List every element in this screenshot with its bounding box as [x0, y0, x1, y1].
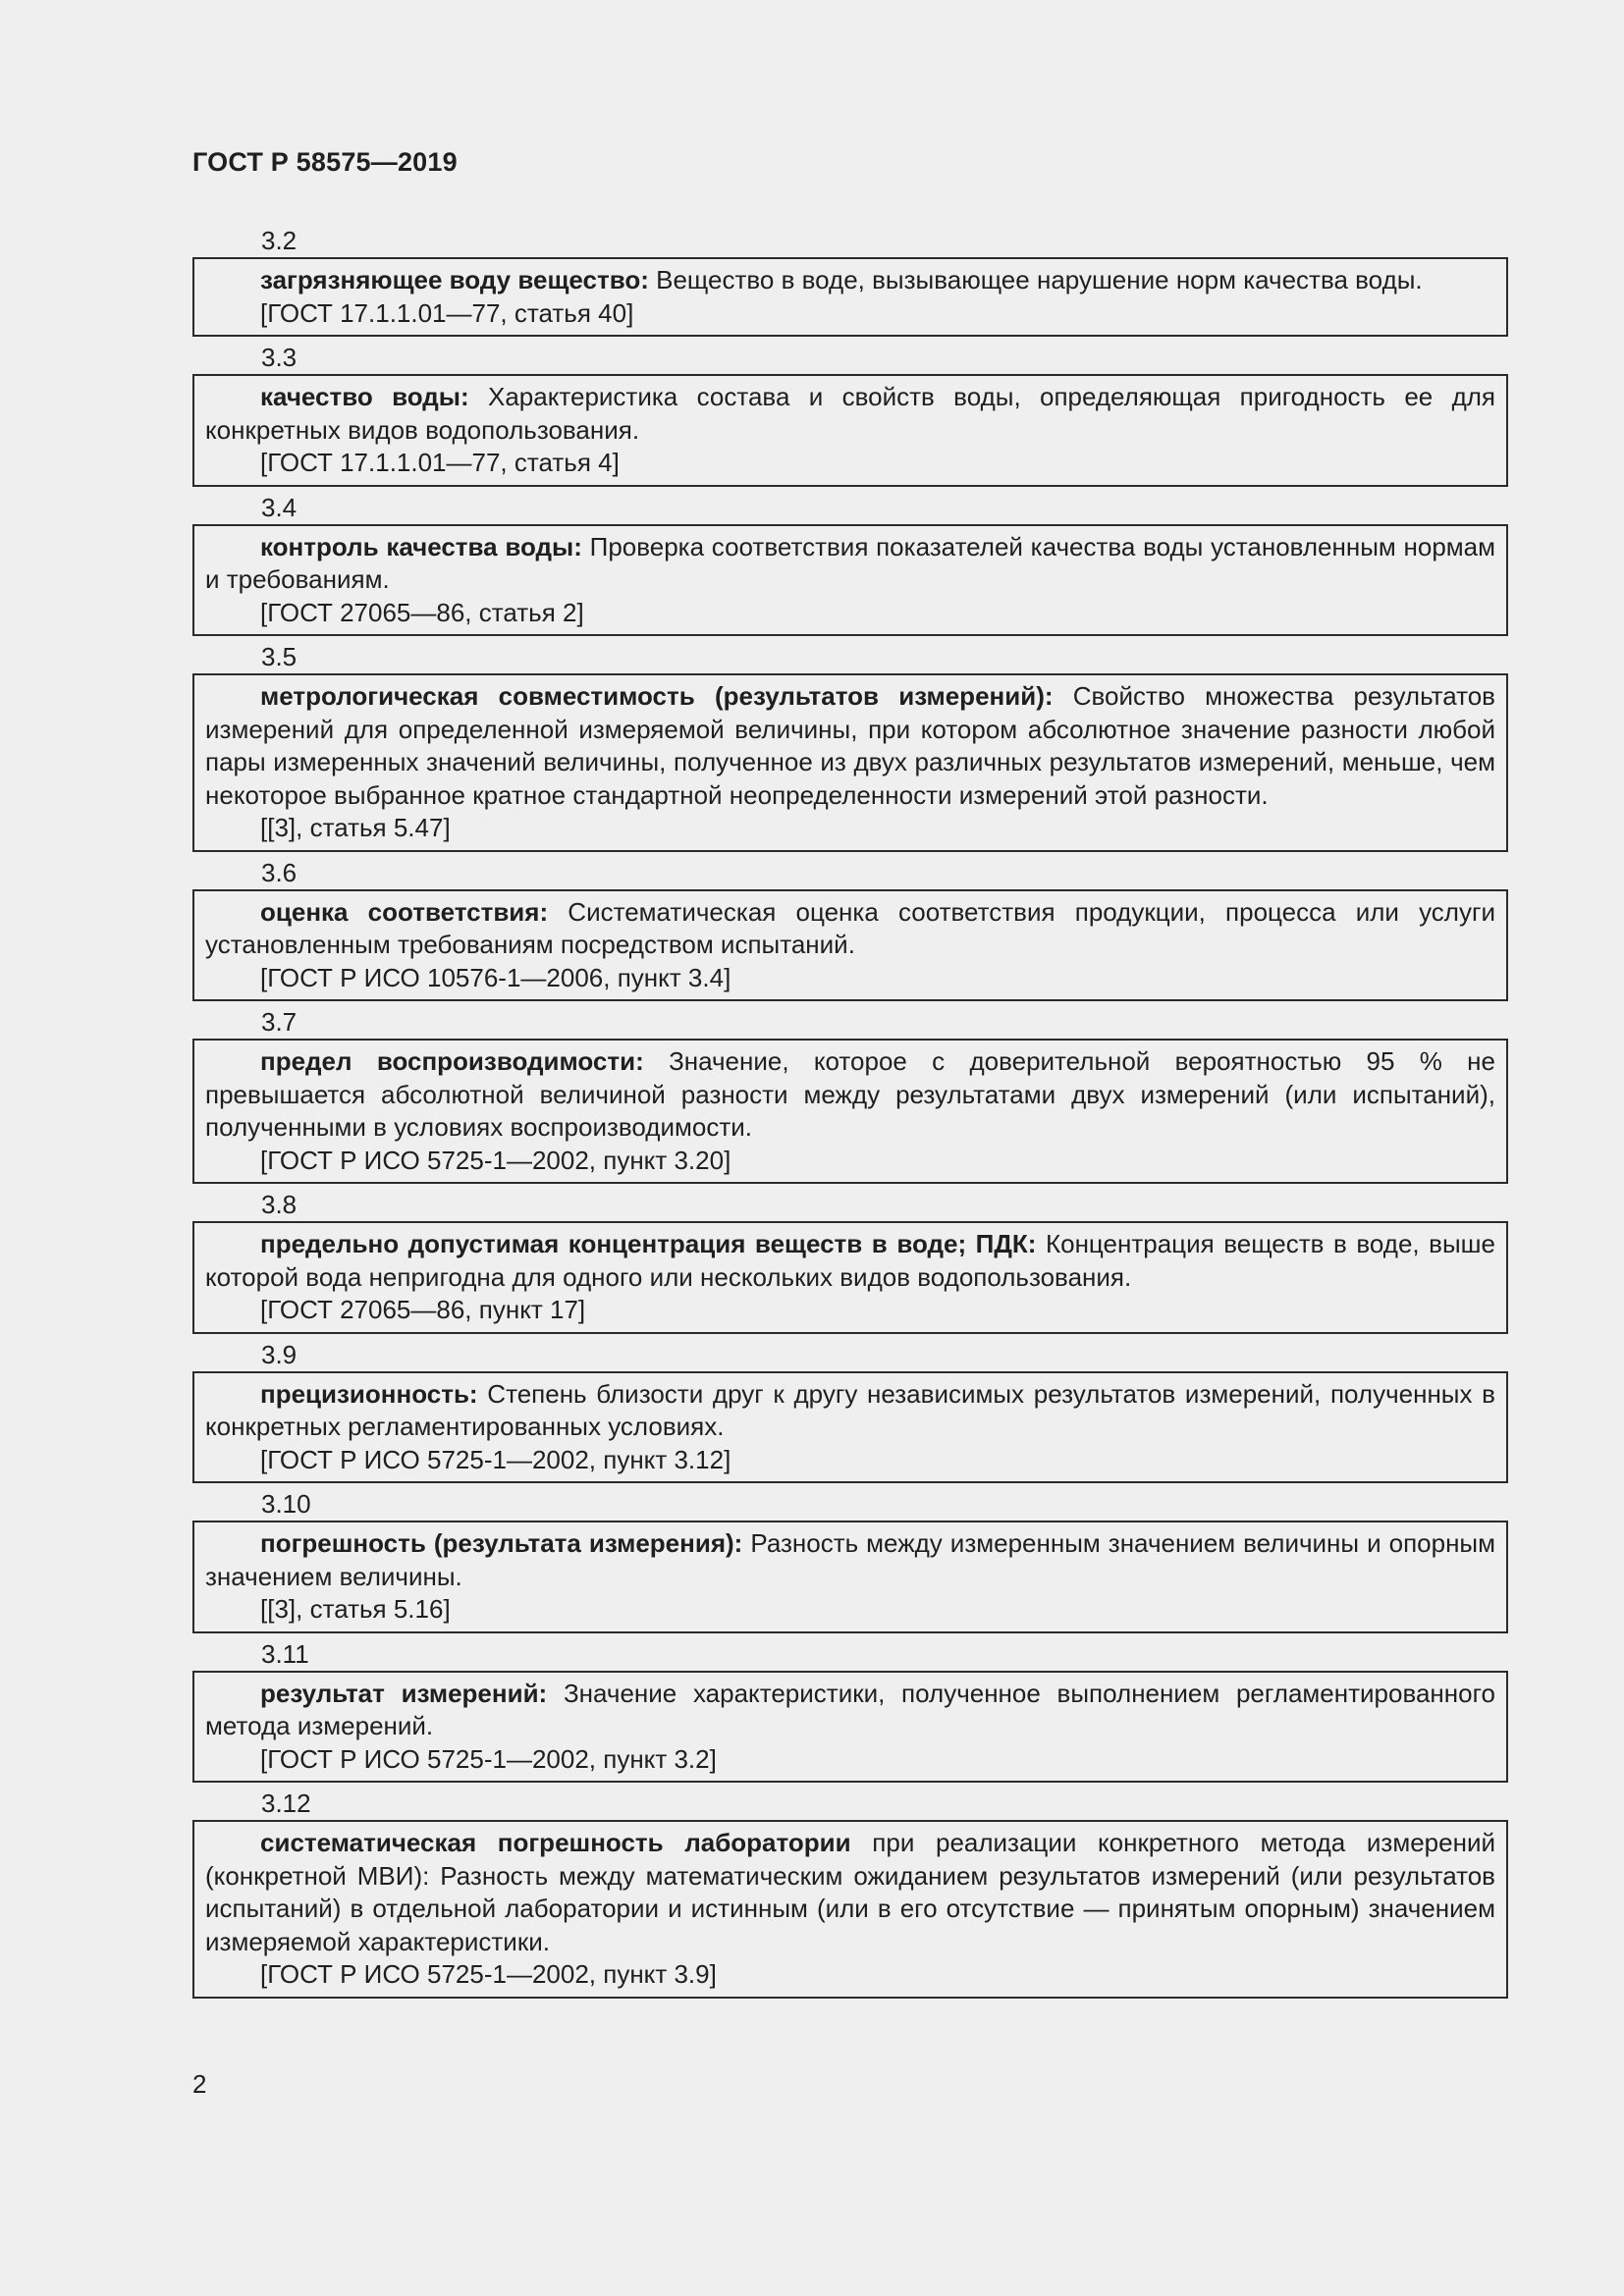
term-box	[192, 889, 1508, 1002]
definition-text: Свойство множества результатов измерений для определенной измеряемой величины, при котором абсолютное значение разности любой пары измеренных значений величины, полученное из двух различных результатов измерений, меньше, чем некоторое выбранное кратное стандартной неопределенности измерений этой разности.	[205, 681, 1495, 810]
term-definition	[205, 1228, 1495, 1294]
term-number: 3.10	[261, 1489, 311, 1519]
terms-list	[192, 224, 1508, 2002]
term-box	[192, 1671, 1508, 1784]
term-box	[192, 1039, 1508, 1184]
term-name: загрязняющее воду вещество:	[260, 265, 649, 294]
term-number: 3.8	[261, 1190, 298, 1219]
term-number: 3.7	[261, 1007, 298, 1037]
term-source: [[3], статья 5.47]	[260, 813, 451, 842]
term-definition	[205, 381, 1495, 447]
term-number: 3.6	[261, 857, 298, 887]
term-entry-3-3	[192, 341, 1508, 487]
term-entry-3-9	[192, 1338, 1508, 1484]
term-box	[192, 1371, 1508, 1484]
term-box	[192, 1221, 1508, 1334]
term-box	[192, 673, 1508, 852]
term-box	[192, 1820, 1508, 1999]
term-entry-3-10	[192, 1487, 1508, 1633]
term-entry-3-4	[192, 491, 1508, 637]
term-number: 3.3	[261, 343, 298, 372]
term-box	[192, 257, 1508, 337]
term-box	[192, 1521, 1508, 1633]
term-source: [ГОСТ Р ИСО 5725-1—2002, пункт 3.20]	[260, 1145, 731, 1175]
term-box	[192, 524, 1508, 637]
term-source: [ГОСТ 17.1.1.01—77, статья 40]	[260, 297, 634, 328]
definition-text: Значение характеристики, полученное выполнением регламентированного метода измерений.	[205, 1678, 1495, 1740]
term-source: [ГОСТ Р ИСО 5725-1—2002, пункт 3.12]	[260, 1444, 731, 1474]
document-header: ГОСТ Р 58575—2019	[192, 147, 458, 177]
term-entry-3-8	[192, 1188, 1508, 1334]
term-source: [ГОСТ Р ИСО 5725-1—2002, пункт 3.2]	[260, 1743, 717, 1774]
term-definition	[205, 680, 1495, 812]
term-source: [ГОСТ Р ИСО 5725-1—2002, пункт 3.9]	[260, 1959, 717, 1989]
term-entry-3-5	[192, 640, 1508, 852]
term-definition	[205, 1827, 1495, 1958]
term-entry-3-2	[192, 224, 1508, 337]
term-definition	[205, 896, 1495, 962]
term-number: 3.11	[261, 1638, 309, 1669]
term-definition	[205, 531, 1495, 597]
term-source: [[3], статья 5.16]	[260, 1594, 451, 1624]
term-entry-3-12	[192, 1787, 1508, 1999]
term-entry-3-6	[192, 856, 1508, 1002]
term-name: контроль качества воды:	[260, 531, 582, 561]
definition-text: Концентрация веществ в воде, выше которой вода непригодна для одного или нескольких видов водопользования.	[205, 1229, 1495, 1292]
term-name: оценка соответствия:	[260, 896, 549, 927]
term-name: предел воспроизводимости:	[260, 1046, 644, 1076]
term-name: предельно допустимая концентрация веществ в воде;	[260, 1229, 967, 1258]
definition-text: при реализации конкретного метода измерений (конкретной МВИ): Разность между математическим ожиданием результатов измерений (или результатов испытаний) в отдельной лаборатории и истинным (или в его отсутствие — принятым опорным) значением измеряемой характеристики.	[205, 1828, 1496, 1956]
term-name: метрологическая совместимость (результатов измерений):	[260, 681, 1054, 711]
term-name: прецизионность:	[260, 1378, 478, 1409]
definition-text: Степень близости друг к другу независимых результатов измерений, полученных в конкретных регламентированных условиях.	[205, 1378, 1495, 1441]
term-number: 3.12	[261, 1789, 311, 1818]
term-definition	[205, 1527, 1495, 1593]
term-name: результат измерений:	[260, 1678, 548, 1708]
term-definition	[205, 264, 1495, 297]
term-number: 3.5	[261, 642, 298, 671]
term-definition	[205, 1378, 1495, 1444]
term-box	[192, 374, 1508, 487]
term-name: систематическая погрешность лаборатории	[260, 1828, 851, 1857]
definition-text: Характеристика состава и свойств воды, определяющая пригодность ее для конкретных видов водопользования.	[205, 382, 1495, 445]
term-abbreviation: ПДК:	[975, 1229, 1037, 1258]
term-number: 3.2	[261, 226, 298, 255]
definition-text: Систематическая оценка соответствия продукции, процесса или услуги установленным требованиям посредством испытаний.	[205, 896, 1495, 959]
term-name: погрешность (результата измерения):	[260, 1528, 743, 1558]
definition-text: Разность между измеренным значением величины и опорным значением величины.	[205, 1528, 1495, 1591]
term-source: [ГОСТ 17.1.1.01—77, статья 4]	[260, 448, 620, 477]
term-source: [ГОСТ 27065—86, пункт 17]	[260, 1295, 586, 1324]
term-definition	[205, 1678, 1495, 1743]
term-number: 3.4	[261, 492, 298, 522]
definition-text: Значение, которое с доверительной вероятностью 95 % не превышается абсолютной величиной разности между результатами двух измерений (или испытаний), полученными в условиях воспроизводимости.	[205, 1046, 1495, 1142]
term-entry-3-7	[192, 1005, 1508, 1184]
term-definition	[205, 1045, 1495, 1145]
term-source: [ГОСТ 27065—86, статья 2]	[260, 597, 584, 627]
term-name: качество воды:	[260, 382, 469, 411]
term-number: 3.9	[261, 1339, 298, 1369]
definition-text: Вещество в воде, вызывающее нарушение норм качества воды.	[656, 265, 1423, 294]
definition-text: Проверка соответствия показателей качества воды установленным нормам и требованиям.	[205, 531, 1495, 594]
term-source: [ГОСТ Р ИСО 10576-1—2006, пункт 3.4]	[260, 962, 731, 992]
term-entry-3-11	[192, 1637, 1508, 1784]
page-number: 2	[192, 2069, 207, 2099]
